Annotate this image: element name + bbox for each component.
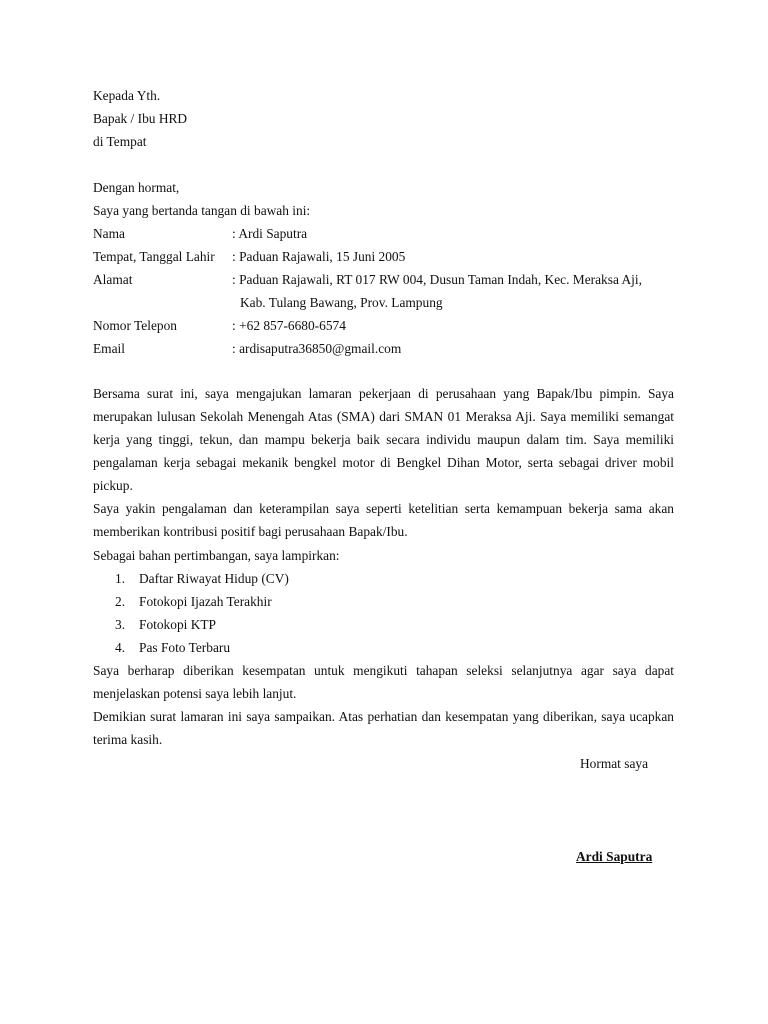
- paragraph-closing: Demikian surat lamaran ini saya sampaikan. Atas perhatian dan kesempatan yang diberikan, saya ucapkan terima kasih.: [93, 709, 674, 747]
- paragraph-skills: Saya yakin pengalaman dan keterampilan saya seperti ketelitian serta kemampuan bekerja sama akan memberikan kontribusi positif bagi perusahaan Bapak/Ibu.: [93, 501, 674, 539]
- closing-salutation: Hormat saya: [580, 756, 649, 771]
- greeting: Dengan hormat,: [93, 180, 180, 195]
- field-value-alamat-continued: Kab. Tulang Bawang, Prov. Lampung: [240, 295, 443, 310]
- recipient-line-2: Bapak / Ibu HRD: [93, 111, 188, 126]
- recipient-line-3: di Tempat: [93, 134, 147, 149]
- field-label-telepon: Nomor Telepon: [93, 318, 177, 333]
- field-value-nama: : Ardi Saputra: [232, 226, 308, 241]
- field-value-email: : ardisaputra36850@gmail.com: [232, 341, 402, 356]
- field-label-email: Email: [93, 341, 125, 356]
- signature-name: Ardi Saputra: [576, 849, 653, 864]
- list-text: Fotokopi KTP: [139, 617, 217, 632]
- field-value-telepon: : +62 857-6680-6574: [232, 318, 346, 333]
- intro-text: Saya yang bertanda tangan di bawah ini:: [93, 203, 311, 218]
- field-value-alamat: : Paduan Rajawali, RT 017 RW 004, Dusun Taman Indah, Kec. Meraksa Aji,: [232, 272, 642, 287]
- paragraph-hope: Saya berharap diberikan kesempatan untuk mengikuti tahapan seleksi selanjutnya agar saya dapat menjelaskan potensi saya lebih lanjut.: [93, 663, 674, 701]
- field-label-alamat: Alamat: [93, 272, 133, 287]
- list-number: 2.: [115, 594, 126, 609]
- paragraph-application: Bersama surat ini, saya mengajukan lamaran pekerjaan di perusahaan yang Bapak/Ibu pimpin. Saya merupakan lulusan Sekolah Menengah Atas (SMA) dari SMAN 01 Meraksa Aji. Saya memiliki semangat kerja yang tinggi, tekun, dan mampu bekerja baik secara individu maupun dalam tim. Saya memiliki pengalaman kerja sebagai mekanik bengkel motor di Bengkel Dihan Motor, serta sebagai driver mobil pickup.: [93, 386, 674, 493]
- field-label-nama: Nama: [93, 226, 125, 241]
- field-label-ttl: Tempat, Tanggal Lahir: [93, 249, 215, 264]
- list-text: Pas Foto Terbaru: [139, 640, 231, 655]
- recipient-line-1: Kepada Yth.: [93, 88, 161, 103]
- list-number: 4.: [115, 640, 126, 655]
- list-text: Daftar Riwayat Hidup (CV): [139, 571, 289, 586]
- list-number: 3.: [115, 617, 126, 632]
- list-number: 1.: [115, 571, 126, 586]
- field-value-ttl: : Paduan Rajawali, 15 Juni 2005: [232, 249, 406, 264]
- attachments-intro: Sebagai bahan pertimbangan, saya lampirkan:: [93, 548, 340, 563]
- list-text: Fotokopi Ijazah Terakhir: [139, 594, 272, 609]
